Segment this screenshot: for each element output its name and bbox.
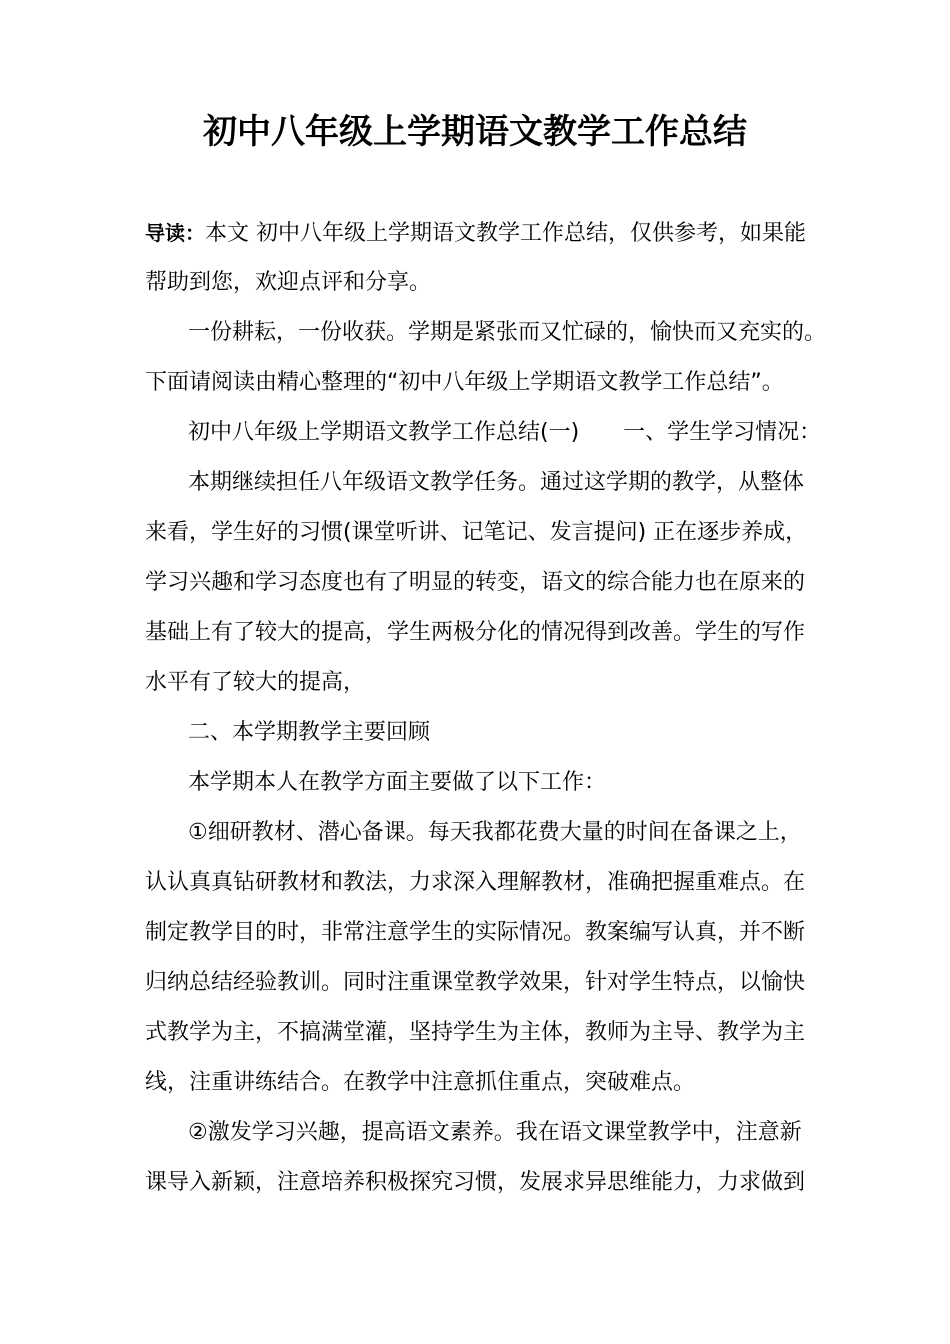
section-heading: 二、本学期教学主要回顾: [188, 720, 431, 745]
paragraph-line: 归纳总结经验教训。同时注重课堂教学效果，针对学生特点，以愉快: [145, 970, 806, 995]
lead-label: 导读：: [145, 221, 205, 245]
paragraph-line: ②激发学习兴趣，提高语文素养。我在语文课堂教学中，注意新: [188, 1120, 802, 1145]
paragraph-line: 制定教学目的时，非常注意学生的实际情况。教案编写认真，并不断: [145, 920, 806, 945]
paragraph-line: 本文 初中八年级上学期语文教学工作总结，仅供参考，如果能: [205, 221, 806, 246]
paragraph-line: 本学期本人在教学方面主要做了以下工作：: [188, 770, 607, 795]
paragraph-line: 帮助到您，欢迎点评和分享。: [145, 270, 432, 295]
paragraph-line: 本期继续担任八年级语文教学任务。通过这学期的教学，从整体: [188, 470, 805, 495]
paragraph-line: 认认真真钻研教材和教法，力求深入理解教材，准确把握重难点。在: [145, 870, 806, 895]
document-title: 初中八年级上学期语文教学工作总结: [203, 112, 747, 152]
paragraph-line: 来看，学生好的习惯(课堂听讲、记笔记、发言提问) 正在逐步养成，: [145, 520, 808, 545]
paragraph-line: 水平有了较大的提高，: [145, 670, 366, 695]
paragraph-line: ①细研教材、潜心备课。每天我都花费大量的时间在备课之上，: [188, 820, 802, 845]
paragraph-line: 下面请阅读由精心整理的“初中八年级上学期语文教学工作总结”。: [145, 370, 784, 395]
paragraph-line: 式教学为主，不搞满堂灌，坚持学生为主体，教师为主导、教学为主: [145, 1020, 806, 1045]
paragraph-line: 线，注重讲练结合。在教学中注意抓住重点，突破难点。: [145, 1070, 696, 1095]
paragraph-line: 课导入新颖，注意培养积极探究习惯，发展求异思维能力，力求做到: [145, 1170, 806, 1195]
paragraph-line: 学习兴趣和学习态度也有了明显的转变，语文的综合能力也在原来的: [145, 570, 806, 595]
paragraph-line: 一份耕耘，一份收获。学期是紧张而又忙碌的，愉快而又充实的。: [188, 320, 827, 345]
paragraph-line: 基础上有了较大的提高，学生两极分化的情况得到改善。学生的写作: [145, 620, 806, 645]
lead-line: [145, 218, 806, 249]
paragraph-line: 初中八年级上学期语文教学工作总结(一) 一、学生学习情况：: [188, 420, 822, 445]
